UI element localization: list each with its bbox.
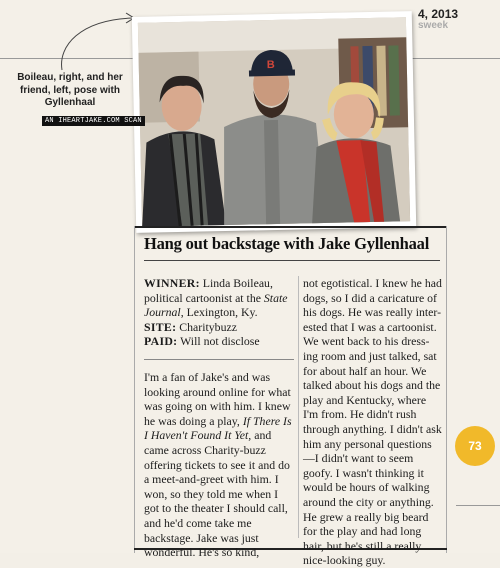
- site-line: [144, 320, 294, 335]
- top-rule-right: [412, 58, 500, 59]
- publication-name: sweek: [418, 20, 449, 31]
- body-left-part-2: and came across Charity-buzz offering tickets to see it and do a meet-and-greet with him. I won, so they told me when I got to the theater I should call, and he'd come take me backstage. Jake was just wonderful. He's so kind,: [144, 428, 290, 560]
- photo-illustration: [138, 17, 410, 227]
- body-text-left: [144, 370, 294, 560]
- article-left-border: [134, 226, 135, 553]
- article-top-rule: [134, 226, 447, 228]
- issue-date: 4, 2013: [418, 7, 459, 21]
- winner-location: , Lexington, Ky.: [180, 305, 258, 320]
- winner-value: Linda Boileau, political cartoonist at the: [144, 276, 273, 305]
- paid-label: PAID:: [144, 334, 178, 349]
- photo-caption: Boileau, right, and her friend, left, pose with Gyllenhaal: [17, 72, 123, 108]
- winner-label: WINNER:: [144, 276, 200, 290]
- info-divider: [144, 359, 294, 360]
- article-column-left: [144, 276, 294, 560]
- article-headline: Hang out backstage with Jake Gyllenhaal: [144, 234, 430, 253]
- winner-publication: State Journal: [144, 290, 288, 320]
- photo: [132, 11, 416, 233]
- play-title: If There Is I Haven't Found It Yet,: [144, 413, 292, 443]
- article-column-right: [303, 276, 443, 568]
- info-box: [144, 276, 294, 349]
- winner-line: [144, 276, 294, 320]
- paid-line: [144, 334, 294, 349]
- body-text-right: not egotistical. I knew he had dogs, so I did a caricature of his dogs. He was really inter-ested that I was a cartoonist. We went back to his dress-ing room and just talked, sat for about half an hour. We talked about his dogs and the play and Kentucky, where I'm from. He didn't rush through anything. I didn't ask him any personal questions—I didn't want to seem goofy. I wasn't thinking it would be hours of walking around the city or anything. He grew a really big beard for the play and had long hair, but he's still a really nice-looking guy.: [303, 276, 442, 568]
- site-value: Charitybuzz: [179, 319, 237, 334]
- scan-watermark: AN IHEARTJAKE.COM SCAN: [42, 116, 145, 126]
- photo-image: [138, 17, 410, 227]
- side-rule: [456, 505, 500, 506]
- cap-logo: B: [266, 58, 275, 72]
- paid-value: Will not disclose: [180, 334, 260, 349]
- article-right-border: [446, 226, 447, 553]
- page-number-badge: 73: [455, 426, 495, 466]
- body-left-part-1: I'm a fan of Jake's and was looking around online for what was going on with him. I knew he was doing a play,: [144, 369, 291, 428]
- column-divider: [298, 276, 299, 538]
- headline-rule: [144, 260, 440, 261]
- site-label: SITE:: [144, 319, 177, 334]
